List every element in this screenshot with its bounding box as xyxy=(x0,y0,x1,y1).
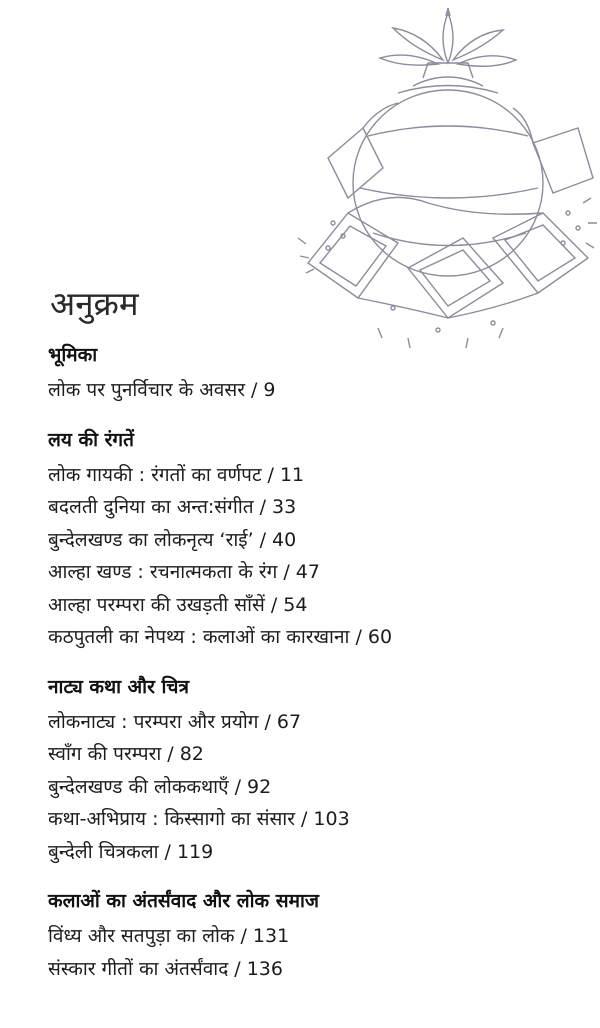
separator: / xyxy=(234,775,241,798)
entry-page: 9 xyxy=(263,379,276,401)
separator: / xyxy=(301,808,308,830)
toc-entry[interactable] xyxy=(48,771,588,804)
section-heading: कलाओं का अंतर्संवाद और लोक समाज xyxy=(48,890,319,912)
entry-title: विंध्य और सतपुड़ा का लोक xyxy=(48,925,235,947)
toc-entry[interactable] xyxy=(48,491,588,524)
separator: / xyxy=(283,561,290,583)
toc-entry[interactable] xyxy=(48,589,588,622)
separator: / xyxy=(164,840,171,863)
kalash-pot-icon xyxy=(288,8,600,358)
entry-title: बुन्देलखण्ड का लोकनृत्य ‘राई’ xyxy=(48,528,254,551)
section-heading: लय की रंगतें xyxy=(48,428,134,451)
entry-title: आल्हा खण्ड : रचनात्मकता के रंग xyxy=(48,561,278,583)
toc-entry[interactable] xyxy=(48,920,588,953)
page-title: अनुक्रम xyxy=(50,284,139,323)
entry-title: बुन्देली चित्रकला xyxy=(48,840,159,863)
entry-title: लोक पर पुनर्विचार के अवसर xyxy=(48,379,245,401)
entry-page: 33 xyxy=(272,496,297,518)
toc-entry[interactable] xyxy=(48,803,588,836)
leaves xyxy=(380,8,516,66)
entry-page: 60 xyxy=(367,626,393,648)
entry-title: कठपुतली का नेपथ्य : कलाओं का कारखाना xyxy=(48,626,350,648)
separator: / xyxy=(270,593,278,616)
entry-page: 131 xyxy=(252,925,290,947)
toc-entry[interactable] xyxy=(48,524,588,557)
separator: / xyxy=(259,528,267,551)
toc-section-lay xyxy=(48,425,588,654)
entry-title: बुन्देलखण्ड की लोककथाएँ xyxy=(48,775,229,798)
entry-title: आल्हा परम्परा की उखड़ती साँसें xyxy=(48,593,265,616)
separator: / xyxy=(234,957,241,980)
entry-page: 67 xyxy=(276,710,302,733)
entry-title: संस्कार गीतों का अंतर्संवाद xyxy=(48,957,229,980)
toc-section-kala xyxy=(48,886,588,985)
entry-page: 103 xyxy=(313,808,350,830)
entry-page: 40 xyxy=(272,528,297,551)
toc-entry[interactable] xyxy=(48,836,588,869)
entry-page: 136 xyxy=(246,957,283,980)
entry-page: 11 xyxy=(279,463,305,486)
entry-title: लोक गायकी : रंगतों का वर्णपट xyxy=(48,463,262,486)
toc-entry[interactable] xyxy=(48,374,588,407)
separator: / xyxy=(259,496,266,518)
entry-page: 119 xyxy=(176,840,214,863)
rangoli-pattern xyxy=(298,103,597,348)
separator: / xyxy=(167,743,174,765)
entry-page: 54 xyxy=(283,593,308,616)
toc-entry[interactable] xyxy=(48,556,588,589)
entry-page: 82 xyxy=(179,743,204,765)
section-heading: भूमिका xyxy=(48,344,98,366)
separator: / xyxy=(355,626,362,648)
separator: / xyxy=(240,925,247,947)
separator: / xyxy=(264,710,271,733)
section-heading: नाट्य कथा और चित्र xyxy=(48,675,189,698)
toc-section-bhumika xyxy=(48,340,588,407)
entry-page: 92 xyxy=(246,775,272,798)
separator: / xyxy=(250,379,258,401)
toc-entry[interactable] xyxy=(48,706,588,739)
toc-section-natya xyxy=(48,672,588,869)
toc-entry[interactable] xyxy=(48,738,588,771)
separator: / xyxy=(267,463,274,486)
toc-entry[interactable] xyxy=(48,621,588,654)
entry-title: बदलती दुनिया का अन्त:संगीत xyxy=(48,496,254,518)
table-of-contents xyxy=(48,340,588,1003)
toc-entry[interactable] xyxy=(48,459,588,492)
toc-entry[interactable] xyxy=(48,953,588,986)
entry-title: लोकनाट्य : परम्परा और प्रयोग xyxy=(48,710,259,733)
entry-page: 47 xyxy=(295,561,320,583)
entry-title: स्वाँग की परम्परा xyxy=(48,743,162,765)
entry-title: कथा-अभिप्राय : किस्सागो का संसार xyxy=(48,808,295,830)
